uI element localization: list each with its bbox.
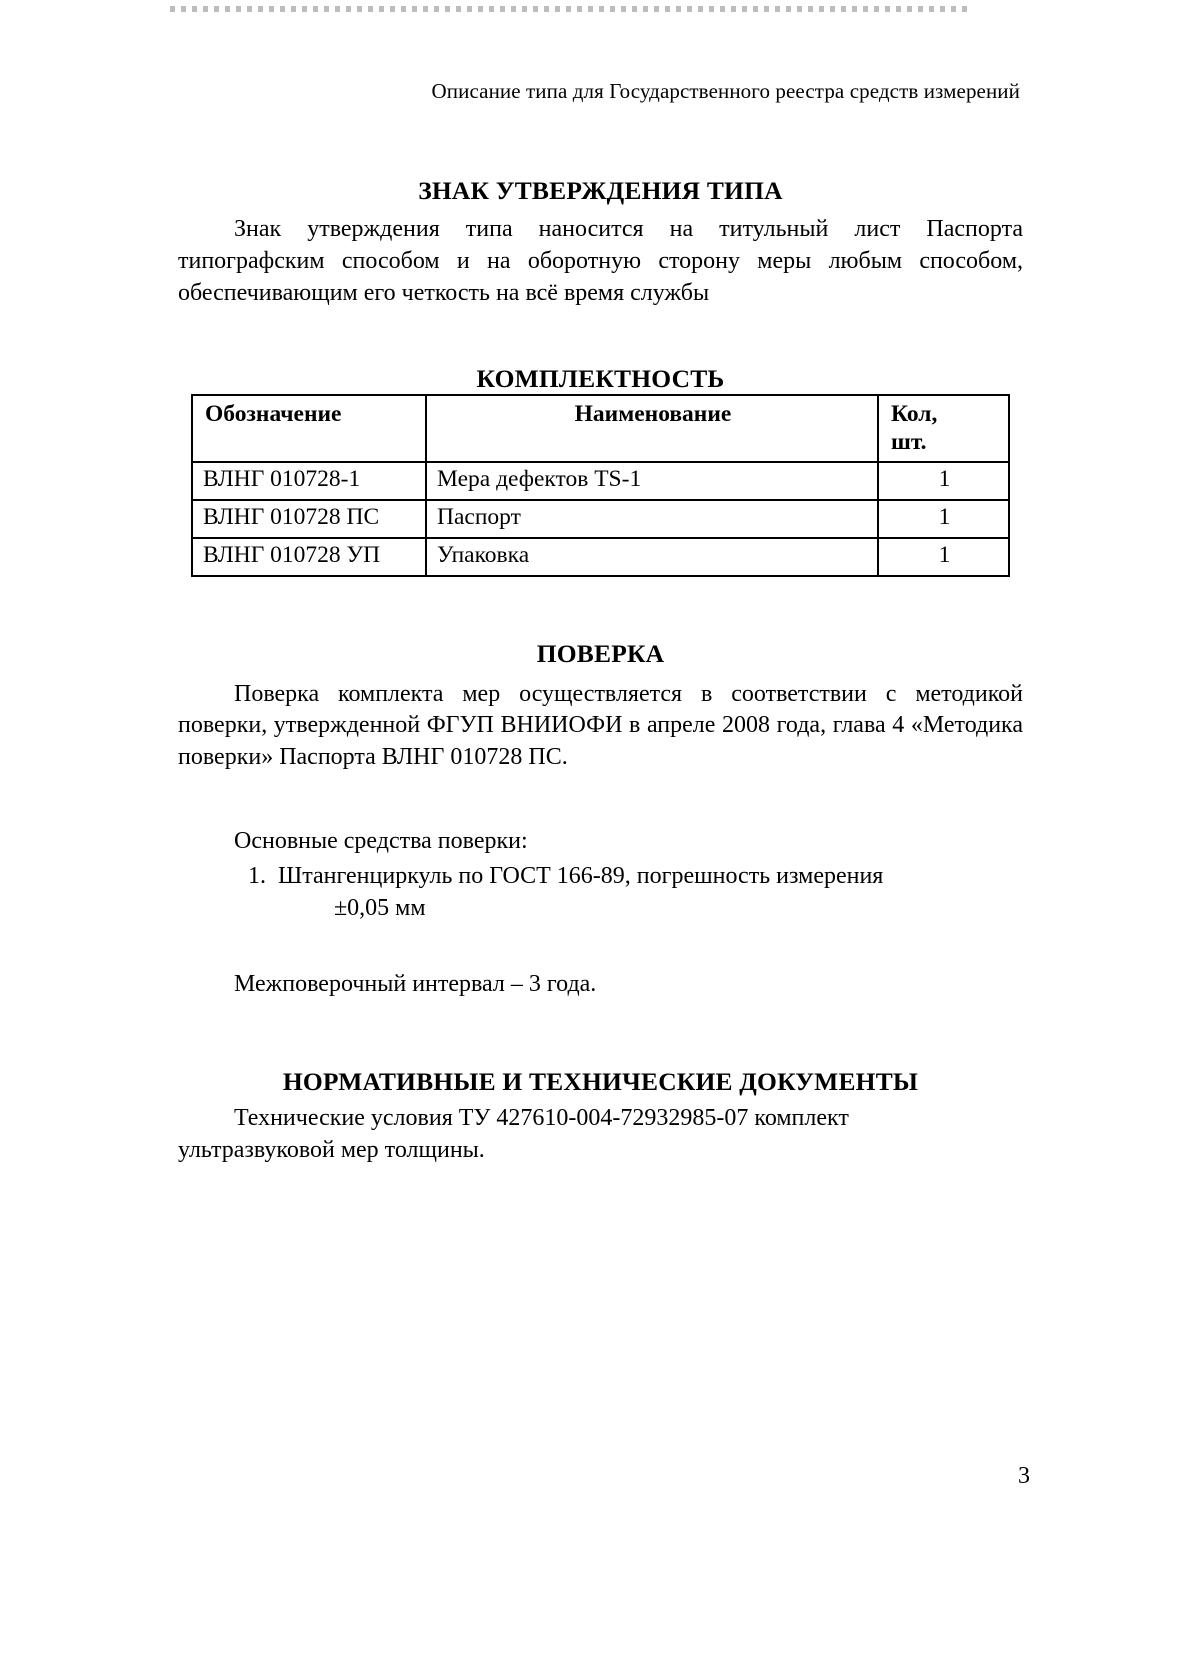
list-item-text: Штангенциркуль по ГОСТ 166-89, погрешность измерения — [278, 863, 884, 890]
normative-documents-body-line1: Технические условия ТУ 427610-004-72932985-07 комплект — [234, 1104, 849, 1131]
running-header: Описание типа для Государственного реестра средств измерений — [431, 79, 1020, 103]
verification-means-list — [178, 861, 1023, 925]
list-item-marker: 1. — [248, 863, 266, 890]
list-item-continuation — [178, 893, 1023, 925]
cell-designation: ВЛНГ 010728 УП — [192, 538, 426, 576]
list-item-continuation-text: ±0,05 мм — [334, 895, 426, 922]
section-heading-normative-documents: НОРМАТИВНЫЕ И ТЕХНИЧЕСКИЕ ДОКУМЕНТЫ — [282, 1066, 919, 1096]
verification-body: Поверка комплекта мер осуществляется в соответствии с методикой поверки, утвержденной ФГУП ВНИИОФИ в апреле 2008 года, глава 4 «Методика поверки» Паспорта ВЛНГ 010728 ПС. — [178, 680, 1023, 771]
table-header-quantity — [878, 395, 1009, 462]
completeness-table — [191, 394, 1010, 577]
verification-interval: Межповерочный интервал – 3 года. — [234, 971, 597, 997]
scan-edge-mask — [0, 0, 8, 1658]
section-heading-completeness: КОМПЛЕКТНОСТЬ — [476, 363, 725, 393]
section-heading-verification: ПОВЕРКА — [536, 638, 665, 668]
normative-documents-body-line2: ультразвуковой мер толщины. — [178, 1136, 485, 1163]
table-row — [192, 500, 1009, 538]
cell-designation: ВЛНГ 010728-1 — [192, 462, 426, 500]
table-row — [192, 538, 1009, 576]
verification-means-label: Основные средства поверки: — [234, 828, 528, 855]
table-header-quantity-line1: Кол, — [891, 400, 938, 427]
table-header-name: Наименование — [426, 395, 878, 462]
table-header-designation: Обозначение — [192, 395, 426, 462]
cell-quantity: 1 — [878, 500, 1009, 538]
table-header-row — [192, 395, 1009, 462]
approval-mark-body: Знак утверждения типа наносится на титульный лист Паспорта типографским способом и на оборотную сторону меры любым способом, обеспечивающим его четкость на всё время службы — [178, 216, 1023, 307]
cell-name: Мера дефектов TS-1 — [426, 462, 878, 500]
cell-quantity: 1 — [878, 462, 1009, 500]
table-row — [192, 462, 1009, 500]
section-heading-approval-mark: ЗНАК УТВЕРЖДЕНИЯ ТИПА — [418, 176, 783, 206]
cell-designation: ВЛНГ 010728 ПС — [192, 500, 426, 538]
table-header-quantity-line2: шт. — [891, 428, 927, 455]
list-item — [178, 861, 1023, 893]
page-number: 3 — [1018, 1463, 1030, 1489]
cell-name: Паспорт — [426, 500, 878, 538]
page-content — [178, 0, 1023, 1167]
cell-name: Упаковка — [426, 538, 878, 576]
cell-quantity: 1 — [878, 538, 1009, 576]
